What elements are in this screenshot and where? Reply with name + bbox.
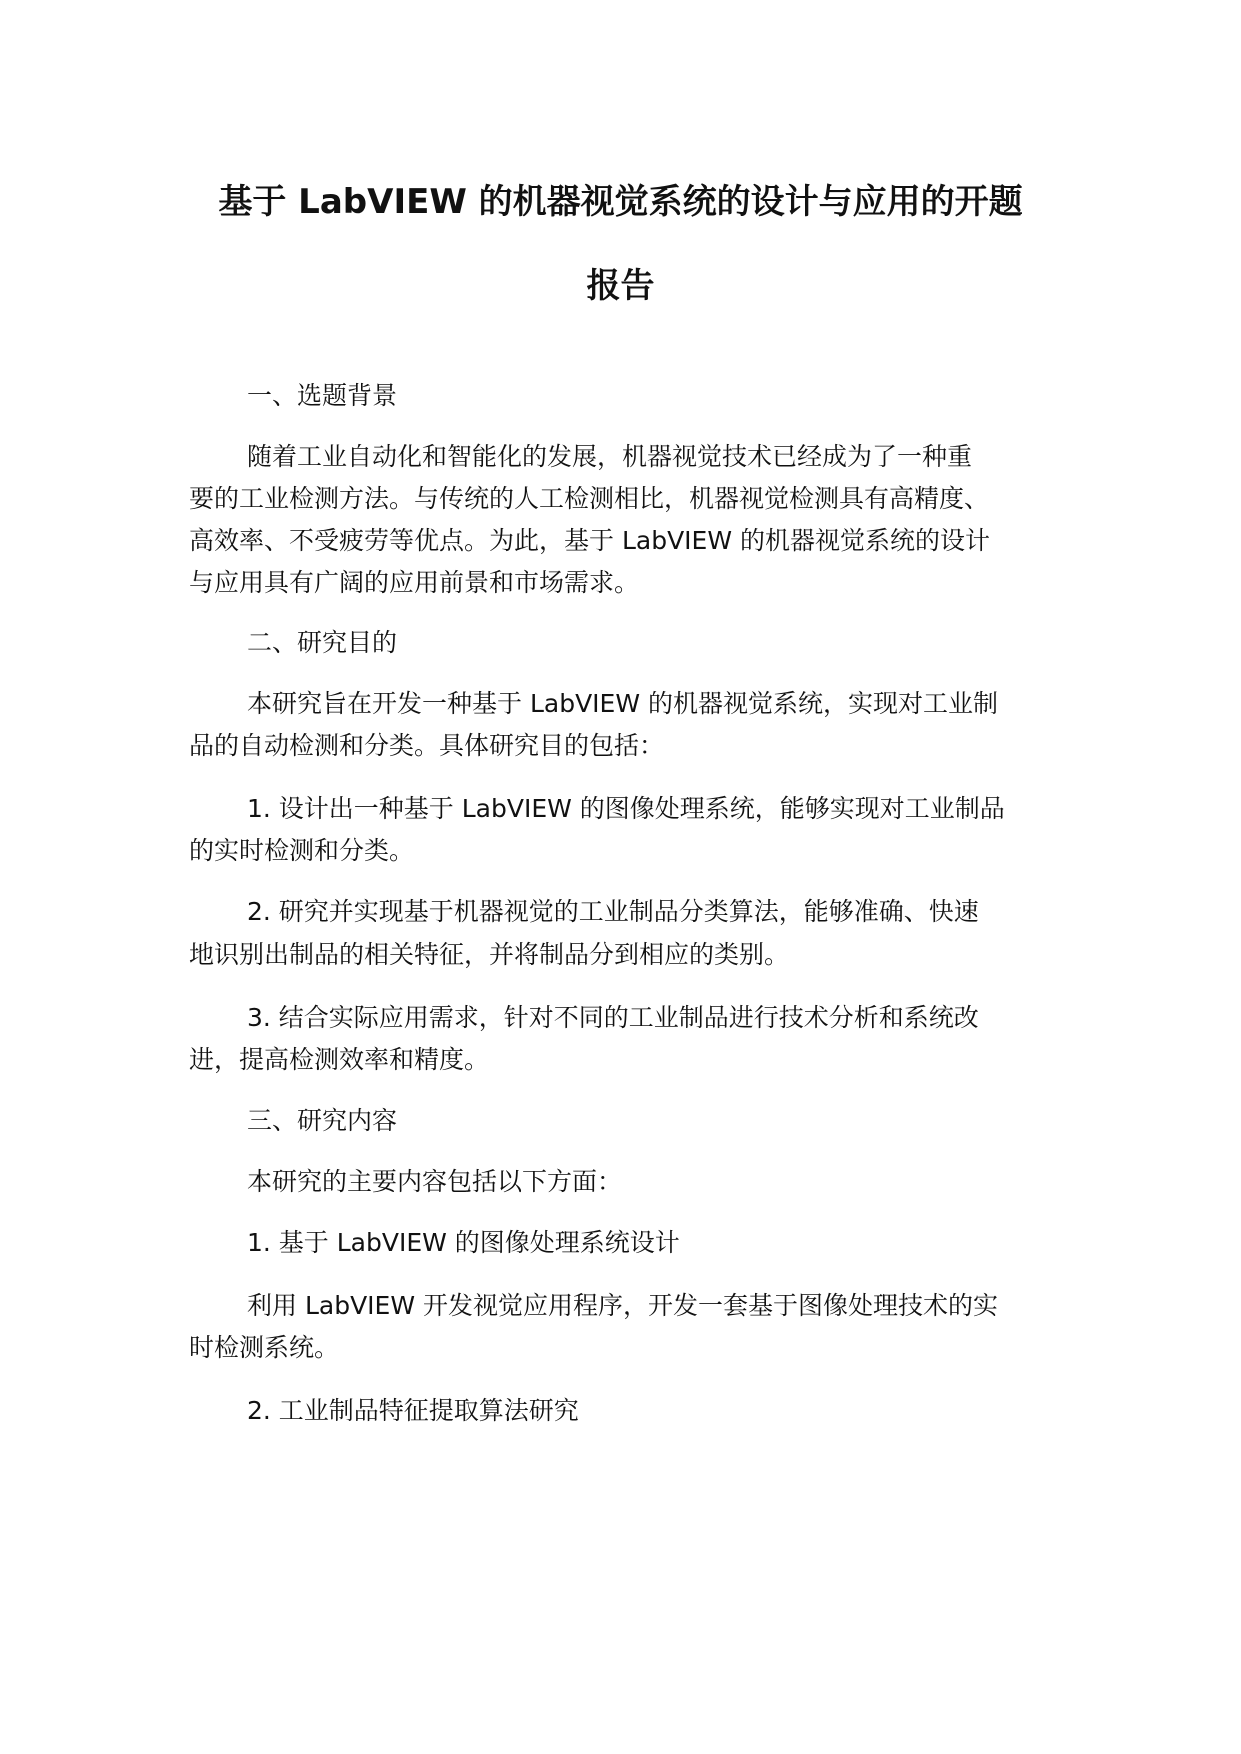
section-heading-objectives: 二、研究目的 xyxy=(247,628,398,657)
list-item-line: 2. 研究并实现基于机器视觉的工业制品分类算法，能够准确、快速 xyxy=(247,897,979,926)
list-item-line: 地识别出制品的相关特征，并将制品分到相应的类别。 xyxy=(189,940,790,969)
document-title-line-1: 基于 LabVIEW 的机器视觉系统的设计与应用的开题 xyxy=(218,182,1023,222)
paragraph-line: 要的工业检测方法。与传统的人工检测相比，机器视觉检测具有高精度、 xyxy=(189,484,990,513)
list-item-line: 3. 结合实际应用需求，针对不同的工业制品进行技术分析和系统改 xyxy=(247,1003,979,1032)
list-item-line: 的实时检测和分类。 xyxy=(189,836,415,865)
paragraph-line: 与应用具有广阔的应用前景和市场需求。 xyxy=(189,568,640,597)
document-title-line-2: 报告 xyxy=(586,266,655,306)
subsection-heading: 1. 基于 LabVIEW 的图像处理系统设计 xyxy=(247,1228,680,1257)
section-heading-content: 三、研究内容 xyxy=(247,1106,398,1135)
section-heading-background: 一、选题背景 xyxy=(247,381,398,410)
paragraph-line: 随着工业自动化和智能化的发展，机器视觉技术已经成为了一种重 xyxy=(247,442,973,471)
paragraph-line: 品的自动检测和分类。具体研究目的包括： xyxy=(189,731,665,760)
list-item-line: 进，提高检测效率和精度。 xyxy=(189,1045,490,1074)
paragraph-line: 时检测系统。 xyxy=(189,1333,340,1362)
paragraph-line: 利用 LabVIEW 开发视觉应用程序，开发一套基于图像处理技术的实 xyxy=(247,1291,999,1320)
list-item-line: 1. 设计出一种基于 LabVIEW 的图像处理系统，能够实现对工业制品 xyxy=(247,794,1005,823)
paragraph-line: 高效率、不受疲劳等优点。为此，基于 LabVIEW 的机器视觉系统的设计 xyxy=(189,526,991,555)
paragraph-line: 本研究的主要内容包括以下方面： xyxy=(247,1167,623,1196)
paragraph-line: 本研究旨在开发一种基于 LabVIEW 的机器视觉系统，实现对工业制 xyxy=(247,689,999,718)
subsection-heading: 2. 工业制品特征提取算法研究 xyxy=(247,1396,579,1425)
